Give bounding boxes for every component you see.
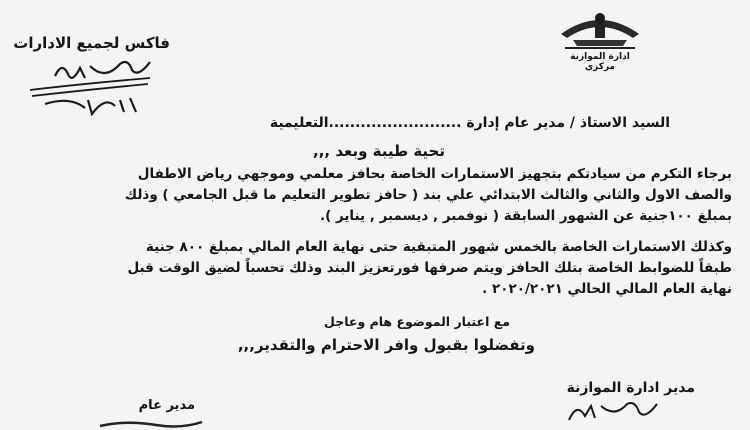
paragraph-line: برجاء التكرم من سيادتكم بتجهيز الاستمارات الخاصة بحافز معلمي وموجهي رياض الاطفال [137,166,732,182]
handwritten-signature [10,56,160,126]
signature-general-director: مدير عام [138,398,195,413]
ministry-stamp [555,4,645,74]
paragraph-line: نهاية العام المالي الحالي ٢٠٢٠/٢٠٢١ . [482,281,732,297]
letter-closing-regards: وتفضلوا بقبول وافر الاحترام والتقدير,,, [237,336,535,354]
paragraph-line: طبقاً للضوابط الخاصة بتلك الحافز ويتم صرفها فورتعزيز البند وذلك تحسباً لضيق الوقت قبل [127,260,732,276]
letter-paragraph-2 [12,237,732,300]
emblem-icon [555,4,645,52]
signature-budget-director: مدير ادارة الموازنة [566,380,695,396]
paragraph-line: بمبلغ ١٠٠جنية عن الشهور السابقة ( نوفمبر , ديسمبر , يناير ). [319,208,732,224]
letter-closing-urgent: مع اعتبار الموضوع هام وعاجل [324,314,510,329]
stamp-label: ادارة الموازنة مركزي [570,52,630,72]
paragraph-line: وكذلك الاستمارات الخاصة بالخمس شهور المتبقية حتى نهاية العام المالي بمبلغ ٨٠٠ جنية [145,239,732,255]
letter-paragraph-1 [12,164,732,227]
cut-off-text-mark [96,418,206,430]
letter-addressee: السيد الاستاذ / مدير عام إدارة .........................التعليمية [269,115,670,131]
fax-heading: فاكس لجميع الادارات [13,34,170,52]
letter-greeting: تحية طيبة وبعد ,,, [313,142,445,160]
paragraph-line: والصف الاول والثاني والثالث الابتدائي علي بند ( حافز تطوير التعليم ما قبل الجامعي ) وذلك [124,187,732,203]
budget-director-signature [565,398,660,428]
